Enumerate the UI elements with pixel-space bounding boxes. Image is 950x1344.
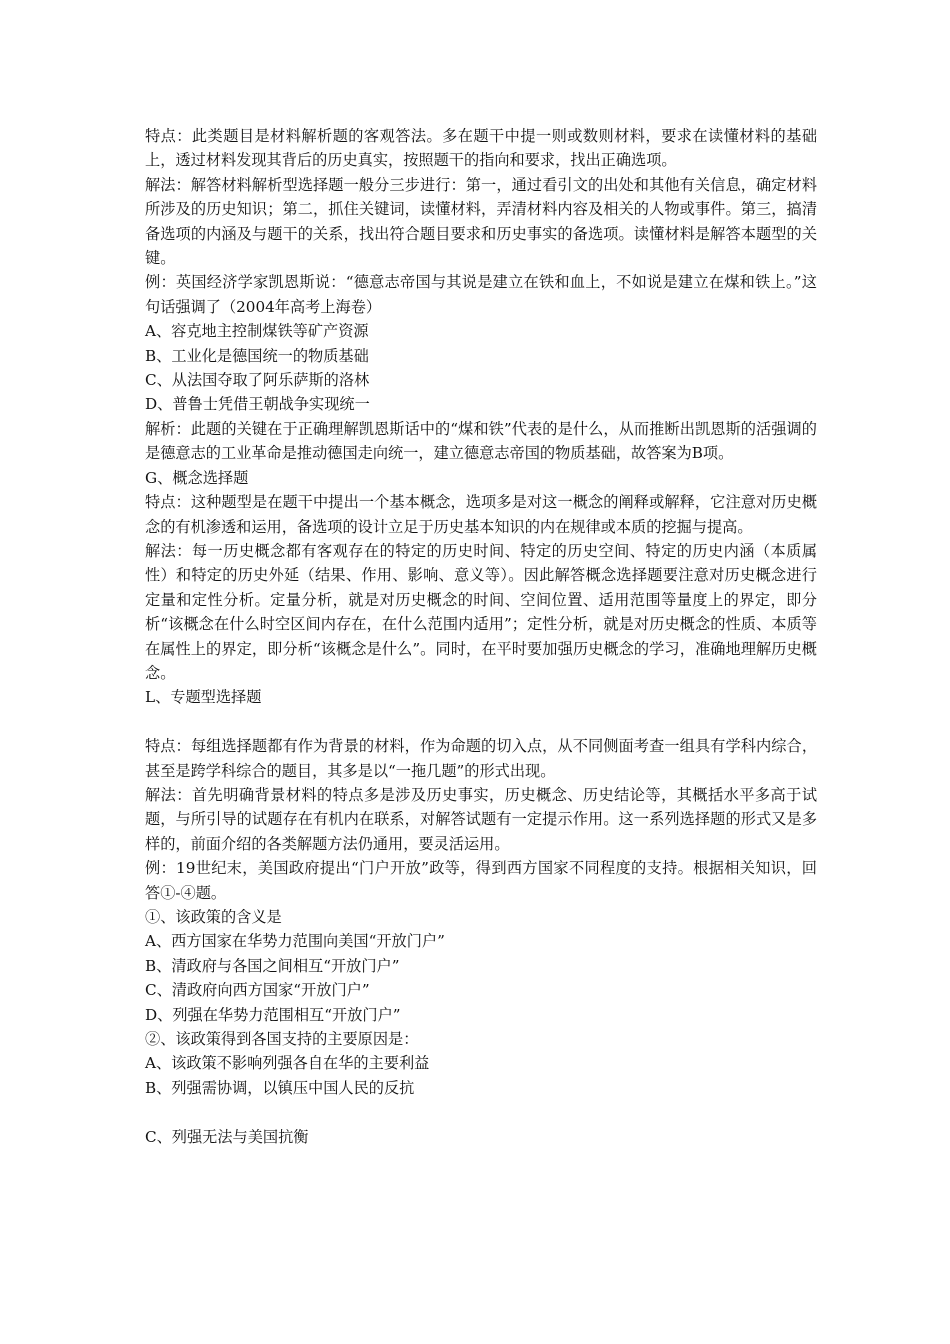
section-heading-concept: G、概念选择题: [145, 468, 249, 487]
paragraph-concept-features: 特点：这种题型是在题干中提出一个基本概念，选项多是对这一概念的阐释或解释，它注意对历史概念的有机渗透和运用，备选项的设计立足于历史基本知识的内在规律或本质的挖掘与提高。: [145, 493, 817, 536]
option-a: A、容克地主控制煤铁等矿产资源: [145, 322, 369, 341]
paragraph-material-method: 解法：解答材料解析型选择题一般分三步进行：第一，通过看引文的出处和其他有关信息，确定材料所涉及的历史知识；第二，抓住关键词，读懂材料，弄清材料内容及相关的人物或事件。第三，搞清备选项的内涵及与题干的关系，找出符合题目要求和历史事实的备选项。读懂材料是解答本题型的关键。: [145, 175, 817, 268]
option-c: C、从法国夺取了阿乐萨斯的洛林: [145, 371, 370, 390]
q1-option-a: A、西方国家在华势力范围向美国“开放门户”: [145, 932, 445, 951]
blank-line: [145, 710, 817, 734]
document-body: [145, 124, 817, 1149]
q1-option-b: B、清政府与各国之间相互“开放门户”: [145, 956, 400, 975]
section-heading-topic: L、专题型选择题: [145, 688, 262, 707]
q2-option-c: C、列强无法与美国抗衡: [145, 1127, 309, 1146]
paragraph-analysis: 解析：此题的关键在于正确理解凯恩斯话中的“煤和铁”代表的是什么，从而推断出凯恩斯的活强调的是德意志的工业革命是推动德国走向统一，建立德意志帝国的物质基础，故答案为B项。: [145, 419, 817, 463]
question-1: ①、该政策的含义是: [145, 907, 282, 926]
option-d: D、普鲁士凭借王朝战争实现统一: [145, 395, 370, 414]
blank-line: [145, 1100, 817, 1124]
paragraph-concept-method: 解法：每一历史概念都有客观存在的特定的历史时间、特定的历史空间、特定的历史内涵（本质属性）和特定的历史外延（结果、作用、影响、意义等）。因此解答概念选择题要注意对历史概念进行定量和定性分析。定量分析，就是对历史概念的时间、空间位置、适用范围等量度上的界定，即分析“该概念在什么时空区间内存在，在什么范围内适用”；定性分析，就是对历史概念的性质、本质等在属性上的界定，即分析“该概念是什么”。同时，在平时要加强历史概念的学习，准确地理解历史概念。: [145, 541, 817, 682]
paragraph-material-features: 特点：此类题目是材料解析题的客观答法。多在题干中提一则或数则材料，要求在读懂材料的基础上，透过材料发现其背后的历史真实，按照题干的指向和要求，找出正确选项。: [145, 127, 817, 170]
q2-option-b: B、列强需协调，以镇压中国人民的反抗: [145, 1078, 415, 1097]
option-b: B、工业化是德国统一的物质基础: [145, 346, 369, 365]
paragraph-example-keynes: 例：英国经济学家凯恩斯说：“德意志帝国与其说是建立在铁和血上，不如说是建立在煤和铁上。”这句话强调了（2004年高考上海卷）: [145, 273, 817, 316]
q1-option-d: D、列强在华势力范围相互“开放门户”: [145, 1005, 401, 1024]
paragraph-topic-features: 特点：每组选择题都有作为背景的材料，作为命题的切入点，从不同侧面考查一组具有学科内综合，甚至是跨学科综合的题目，其多是以“一拖几题”的形式出现。: [145, 737, 817, 780]
question-2: ②、该政策得到各国支持的主要原因是：: [145, 1030, 419, 1049]
paragraph-example-open-door: 例：19世纪末，美国政府提出“门户开放”政等，得到西方国家不同程度的支持。根据相关知识，回答①-④题。: [145, 859, 817, 902]
paragraph-topic-method: 解法：首先明确背景材料的特点多是涉及历史事实，历史概念、历史结论等，其概括水平多高于试题，与所引导的试题存在有机内在联系，对解答试题有一定提示作用。这一系列选择题的形式又是多样的，前面介绍的各类解题方法仍通用，要灵活运用。: [145, 785, 817, 853]
q2-option-a: A、该政策不影响列强各自在华的主要利益: [145, 1054, 430, 1073]
q1-option-c: C、清政府向西方国家“开放门户”: [145, 981, 370, 1000]
